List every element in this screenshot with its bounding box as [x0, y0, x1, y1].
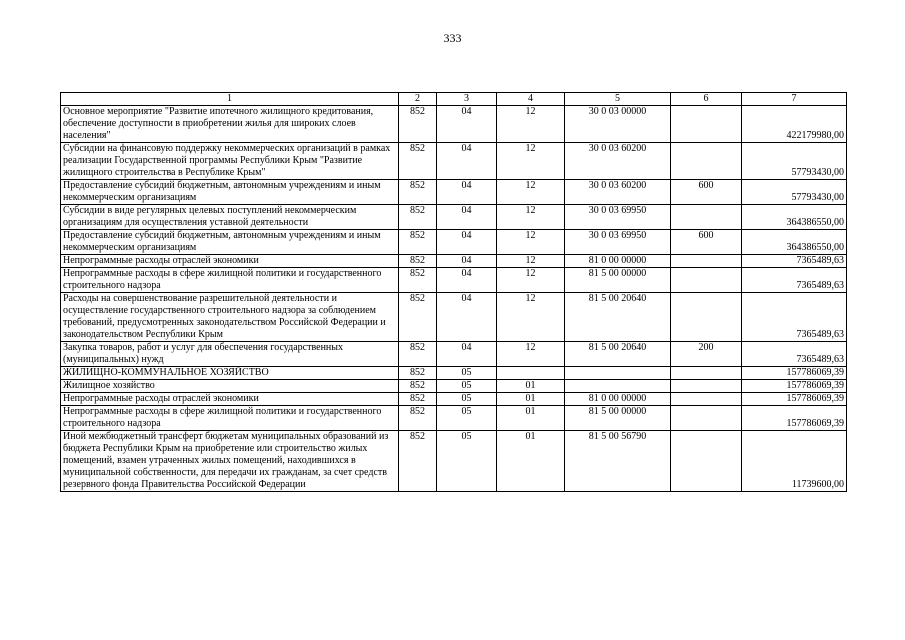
subsection-code-cell: 12 [497, 205, 565, 230]
budget-table-body [61, 93, 847, 492]
table-row [61, 268, 847, 293]
section-code-cell: 04 [437, 293, 497, 342]
table-row [61, 143, 847, 180]
subsection-code-cell: 01 [497, 406, 565, 431]
ministry-code-cell: 852 [399, 367, 437, 380]
expense-name-cell: Непрограммные расходы в сфере жилищной политики и государственного строительного надзора [61, 406, 399, 431]
table-row [61, 367, 847, 380]
target-article-cell: 30 0 03 60200 [565, 143, 671, 180]
table-row [61, 205, 847, 230]
ministry-code-cell: 852 [399, 293, 437, 342]
table-row [61, 180, 847, 205]
ministry-code-cell: 852 [399, 406, 437, 431]
table-row [61, 406, 847, 431]
expense-type-cell [671, 293, 742, 342]
subsection-code-cell: 12 [497, 180, 565, 205]
ministry-code-cell: 852 [399, 431, 437, 492]
expense-type-cell [671, 268, 742, 293]
expense-type-cell [671, 393, 742, 406]
target-article-cell: 81 5 00 20640 [565, 342, 671, 367]
section-code-cell: 05 [437, 367, 497, 380]
target-article-cell: 81 5 00 56790 [565, 431, 671, 492]
expense-type-cell [671, 367, 742, 380]
amount-cell: 57793430,00 [742, 180, 847, 205]
expense-name-cell: Непрограммные расходы отраслей экономики [61, 255, 399, 268]
expense-name-cell: ЖИЛИЩНО-КОММУНАЛЬНОЕ ХОЗЯЙСТВО [61, 367, 399, 380]
table-row [61, 255, 847, 268]
section-code-cell: 04 [437, 106, 497, 143]
amount-cell: 7365489,63 [742, 342, 847, 367]
subsection-code-cell: 01 [497, 380, 565, 393]
expense-name-cell: Жилищное хозяйство [61, 380, 399, 393]
expense-name-cell: Предоставление субсидий бюджетным, автономным учреждениям и иным некоммерческим организациям [61, 180, 399, 205]
expense-type-cell [671, 380, 742, 393]
header-cell: 3 [437, 93, 497, 106]
target-article-cell: 81 0 00 00000 [565, 255, 671, 268]
expense-name-cell: Иной межбюджетный трансферт бюджетам муниципальных образований из бюджета Республики Крым на приобретение или строительство жилых помещений, взамен утраченных жилых помещений, находившихся в муниципальной собственности, для передачи их гражданам, за счет средств резервного фонда Правительства Российской Федерации [61, 431, 399, 492]
target-article-cell: 81 0 00 00000 [565, 393, 671, 406]
subsection-code-cell: 12 [497, 143, 565, 180]
subsection-code-cell: 12 [497, 255, 565, 268]
ministry-code-cell: 852 [399, 180, 437, 205]
section-code-cell: 04 [437, 230, 497, 255]
amount-cell: 11739600,00 [742, 431, 847, 492]
table-row [61, 230, 847, 255]
header-cell: 7 [742, 93, 847, 106]
amount-cell: 157786069,39 [742, 406, 847, 431]
amount-cell: 7365489,63 [742, 293, 847, 342]
expense-type-cell: 600 [671, 180, 742, 205]
subsection-code-cell: 12 [497, 230, 565, 255]
section-code-cell: 05 [437, 393, 497, 406]
table-row [61, 393, 847, 406]
section-code-cell: 04 [437, 255, 497, 268]
amount-cell: 7365489,63 [742, 255, 847, 268]
amount-cell: 7365489,63 [742, 268, 847, 293]
table-header-row [61, 93, 847, 106]
subsection-code-cell: 12 [497, 106, 565, 143]
page-number: 333 [443, 31, 462, 45]
expense-type-cell [671, 431, 742, 492]
expense-name-cell: Расходы на совершенствование разрешительной деятельности и осуществление государственного строительного надзора за соблюдением требований, предусмотренных законодательством Российской Федерации и законодательством Республики Крым [61, 293, 399, 342]
ministry-code-cell: 852 [399, 143, 437, 180]
section-code-cell: 04 [437, 205, 497, 230]
subsection-code-cell [497, 367, 565, 380]
table-row [61, 293, 847, 342]
section-code-cell: 04 [437, 180, 497, 205]
table-row [61, 380, 847, 393]
ministry-code-cell: 852 [399, 205, 437, 230]
expense-type-cell [671, 406, 742, 431]
header-cell: 1 [61, 93, 399, 106]
section-code-cell: 05 [437, 431, 497, 492]
expense-name-cell: Субсидии в виде регулярных целевых поступлений некоммерческим организациям для осуществления уставной деятельности [61, 205, 399, 230]
amount-cell: 57793430,00 [742, 143, 847, 180]
target-article-cell [565, 367, 671, 380]
target-article-cell: 30 0 03 69950 [565, 230, 671, 255]
expense-name-cell: Основное мероприятие "Развитие ипотечного жилищного кредитования, обеспечение доступности в приобретении жилья для широких слоев населения" [61, 106, 399, 143]
target-article-cell: 81 5 00 00000 [565, 406, 671, 431]
section-code-cell: 05 [437, 406, 497, 431]
expense-type-cell [671, 106, 742, 143]
amount-cell: 422179980,00 [742, 106, 847, 143]
section-code-cell: 05 [437, 380, 497, 393]
header-cell: 5 [565, 93, 671, 106]
expense-name-cell: Субсидии на финансовую поддержку некоммерческих организаций в рамках реализации Государственной программы Республики Крым "Развитие жилищного строительства в Республике Крым" [61, 143, 399, 180]
subsection-code-cell: 12 [497, 268, 565, 293]
amount-cell: 364386550,00 [742, 230, 847, 255]
subsection-code-cell: 01 [497, 393, 565, 406]
ministry-code-cell: 852 [399, 393, 437, 406]
amount-cell: 157786069,39 [742, 380, 847, 393]
ministry-code-cell: 852 [399, 342, 437, 367]
expense-name-cell: Предоставление субсидий бюджетным, автономным учреждениям и иным некоммерческим организациям [61, 230, 399, 255]
expense-type-cell [671, 205, 742, 230]
expense-name-cell: Непрограммные расходы в сфере жилищной политики и государственного строительного надзора [61, 268, 399, 293]
target-article-cell [565, 380, 671, 393]
expense-type-cell [671, 143, 742, 180]
table-row [61, 106, 847, 143]
expense-type-cell [671, 255, 742, 268]
amount-cell: 157786069,39 [742, 367, 847, 380]
header-cell: 2 [399, 93, 437, 106]
expense-name-cell: Непрограммные расходы отраслей экономики [61, 393, 399, 406]
ministry-code-cell: 852 [399, 380, 437, 393]
subsection-code-cell: 12 [497, 342, 565, 367]
ministry-code-cell: 852 [399, 106, 437, 143]
expense-type-cell: 600 [671, 230, 742, 255]
amount-cell: 364386550,00 [742, 205, 847, 230]
table-row [61, 342, 847, 367]
ministry-code-cell: 852 [399, 255, 437, 268]
target-article-cell: 30 0 03 60200 [565, 180, 671, 205]
header-cell: 4 [497, 93, 565, 106]
table-row [61, 431, 847, 492]
subsection-code-cell: 01 [497, 431, 565, 492]
target-article-cell: 81 5 00 00000 [565, 268, 671, 293]
budget-table [60, 92, 847, 492]
section-code-cell: 04 [437, 342, 497, 367]
amount-cell: 157786069,39 [742, 393, 847, 406]
expense-name-cell: Закупка товаров, работ и услуг для обеспечения государственных (муниципальных) нужд [61, 342, 399, 367]
ministry-code-cell: 852 [399, 230, 437, 255]
section-code-cell: 04 [437, 143, 497, 180]
ministry-code-cell: 852 [399, 268, 437, 293]
target-article-cell: 30 0 03 69950 [565, 205, 671, 230]
section-code-cell: 04 [437, 268, 497, 293]
subsection-code-cell: 12 [497, 293, 565, 342]
target-article-cell: 30 0 03 00000 [565, 106, 671, 143]
header-cell: 6 [671, 93, 742, 106]
target-article-cell: 81 5 00 20640 [565, 293, 671, 342]
expense-type-cell: 200 [671, 342, 742, 367]
